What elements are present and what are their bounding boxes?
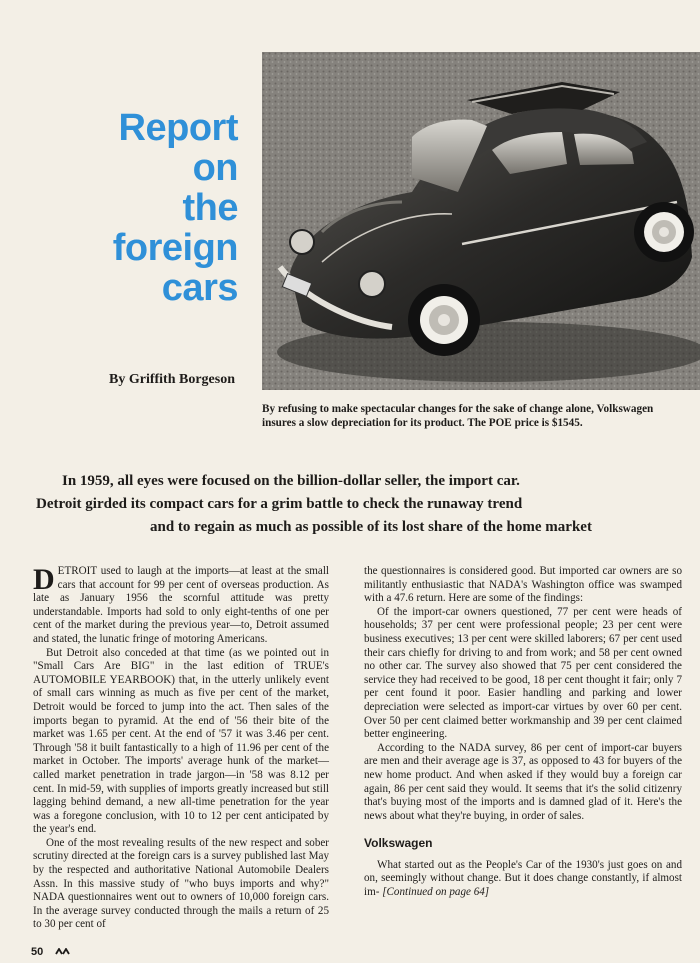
paragraph: Of the import-car owners questioned, 77 per cent were heads of households; 37 per cent were professional people; 23 per cent were business executives; 13 per cent were skilled laborers; 67 per cent used their cars chiefly for driving to and from work; and 58 per cent owned no other car. The survey also showed that 75 per cent considered the service they had received to be good, 18 per cent thought it fair; only 7 per cent found it poor. Easier handling and parking and lower depreciation were selected as import-car virtues by over 60 per cent. Over 50 per cent claimed better workmanship and 39 per cent claimed better engineering. bbox=[364, 605, 682, 741]
paragraph bbox=[364, 859, 682, 900]
paragraph bbox=[33, 565, 329, 647]
article-title bbox=[60, 108, 238, 308]
body-column-right bbox=[364, 565, 682, 900]
car-photo bbox=[262, 52, 700, 390]
photo-caption: By refusing to make spectacular changes for the sake of change alone, Volkswagen insures a slow depreciation for its product. The POE price is $1545. bbox=[262, 403, 654, 429]
title-line: Report bbox=[118, 107, 238, 149]
title-line: foreign bbox=[112, 227, 238, 269]
article-deck bbox=[20, 470, 680, 539]
byline: By Griffith Borgeson bbox=[109, 372, 235, 387]
paragraph: According to the NADA survey, 86 per cent of import-car buyers are men and their average age is 37, as opposed to 43 for buyers of the new home product. And when asked if they would buy a foreign car again, 86 per cent said they would. It seems that it's the solid citizenry that's buying most of the imports and is damned glad of it. Here's the news about what they're buying, in order of sales. bbox=[364, 741, 682, 822]
page-number: 50 bbox=[31, 946, 44, 958]
volkswagen-beetle-image bbox=[262, 52, 700, 390]
title-line: the bbox=[182, 187, 238, 229]
magazine-logo-icon bbox=[55, 948, 71, 956]
section-heading: Volkswagen bbox=[364, 836, 433, 851]
continued-note: [Continued on page 64] bbox=[382, 886, 490, 899]
deck-line: and to regain as much as possible of its lost share of the home market bbox=[150, 519, 592, 535]
deck-line: Detroit girded its compact cars for a grim battle to check the runaway trend bbox=[36, 496, 523, 512]
title-line: on bbox=[192, 147, 238, 189]
paragraph-text: What started out as the People's Car of the 1930's just goes on and on, seemingly without change. But it does change constantly, if almost im- bbox=[364, 858, 682, 899]
paragraph: the questionnaires is considered good. But imported car owners are so militantly enthusiastic that NADA's Washington office was swamped with a 47.6 return. Here are some of the findings: bbox=[364, 565, 682, 605]
paragraph: But Detroit also conceded at that time (as we pointed out in "Small Cars Are BIG" in the last edition of TRUE's AUTOMOBILE YEARBOOK) that, in the utterly unlikely event of small cars winning as much as five per cent of the market, Detroit would be forced to jump into the act. Then sales of the imports began to pyramid. At the end of '56 their bite of the market was 1.65 per cent. At the end of '57 it was 3.46 per cent. Through '58 it built fantastically to a high of 11.96 per cent of the market in October. The imports' average hunk of the market—called market penetration in trade jargon—in '58 was 8.12 per cent. In mid-59, with supplies of imports greatly increased but still lagging behind demand, a new all-time penetration for the year was a foregone conclusion, with 10 to 12 per cent anticipated by the year's end. bbox=[33, 646, 329, 836]
drop-cap: D bbox=[33, 563, 55, 596]
title-line: cars bbox=[161, 267, 238, 309]
deck-line: In 1959, all eyes were focused on the billion-dollar seller, the import car. bbox=[62, 473, 520, 489]
paragraph: One of the most revealing results of the new respect and sober scrutiny directed at the foreign cars is a survey published last May by the respected and authoritative National Automobile Dealers Assn. In this massive study of "who buys imports and why?" NADA questionnaires went out to owners of 10,000 foreign cars. In the average survey conducted through the mails a return of 25 to 30 per cent of bbox=[33, 836, 329, 931]
body-column-left bbox=[33, 565, 329, 932]
paragraph-text: ETROIT used to laugh at the imports—at least at the small cars that account for 99 per cent of overseas production. As late as January 1956 the scornful attitude was pretty understandable. Imports had sold to only eight-tenths of one per cent of the market during the previous year—to, Detroit assumed and stated, the lunatic fringe of motoring Americans. bbox=[33, 565, 329, 645]
